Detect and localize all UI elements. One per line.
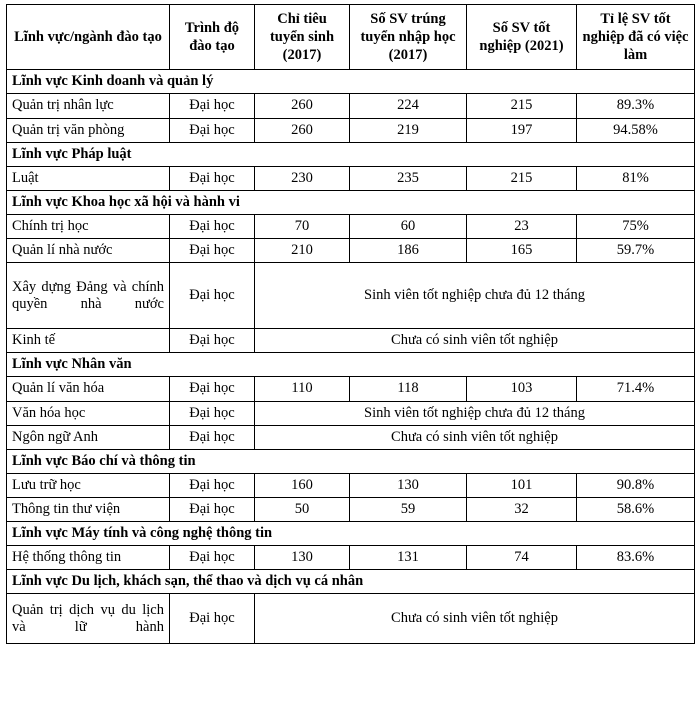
cell-level: Đại học <box>170 329 255 353</box>
table-row <box>7 329 695 353</box>
cell-rate: 94.58% <box>577 118 695 142</box>
cell-level: Đại học <box>170 263 255 329</box>
table-header <box>7 5 695 70</box>
table-row <box>7 215 695 239</box>
cell-level: Đại học <box>170 377 255 401</box>
cell-level: Đại học <box>170 401 255 425</box>
section-label: Lĩnh vực Nhân văn <box>7 353 695 377</box>
cell-enrolled: 186 <box>350 239 467 263</box>
cell-status-note: Sinh viên tốt nghiệp chưa đủ 12 tháng <box>255 263 695 329</box>
cell-status-note: Chưa có sinh viên tốt nghiệp <box>255 329 695 353</box>
cell-field: Luật <box>7 166 170 190</box>
cell-graduates: 103 <box>467 377 577 401</box>
cell-graduates: 23 <box>467 215 577 239</box>
table-row <box>7 239 695 263</box>
cell-field: Hệ thống thông tin <box>7 546 170 570</box>
column-header-graduates: Số SV tốt nghiệp (2021) <box>467 5 577 70</box>
enrollment-graduation-table <box>6 4 695 644</box>
table-row <box>7 425 695 449</box>
column-header-employment-rate: Tỉ lệ SV tốt nghiệp đã có việc làm <box>577 5 695 70</box>
table-row <box>7 377 695 401</box>
cell-status-note: Sinh viên tốt nghiệp chưa đủ 12 tháng <box>255 401 695 425</box>
table-row <box>7 546 695 570</box>
cell-quota: 110 <box>255 377 350 401</box>
cell-quota: 50 <box>255 498 350 522</box>
cell-level: Đại học <box>170 473 255 497</box>
section-label: Lĩnh vực Khoa học xã hội và hành vi <box>7 190 695 214</box>
cell-field: Thông tin thư viện <box>7 498 170 522</box>
cell-graduates: 215 <box>467 166 577 190</box>
cell-quota: 70 <box>255 215 350 239</box>
cell-field: Lưu trữ học <box>7 473 170 497</box>
cell-rate: 75% <box>577 215 695 239</box>
table-body <box>7 70 695 644</box>
cell-enrolled: 224 <box>350 94 467 118</box>
cell-enrolled: 118 <box>350 377 467 401</box>
column-header-level: Trình độ đào tạo <box>170 5 255 70</box>
cell-field: Quản trị dịch vụ du lịch và lữ hành <box>7 594 170 644</box>
cell-level: Đại học <box>170 498 255 522</box>
cell-enrolled: 131 <box>350 546 467 570</box>
column-header-quota: Chỉ tiêu tuyển sinh (2017) <box>255 5 350 70</box>
cell-rate: 71.4% <box>577 377 695 401</box>
cell-enrolled: 59 <box>350 498 467 522</box>
cell-rate: 58.6% <box>577 498 695 522</box>
cell-graduates: 165 <box>467 239 577 263</box>
cell-level: Đại học <box>170 546 255 570</box>
cell-rate: 90.8% <box>577 473 695 497</box>
cell-enrolled: 235 <box>350 166 467 190</box>
cell-level: Đại học <box>170 239 255 263</box>
cell-field: Xây dựng Đảng và chính quyền nhà nước <box>7 263 170 329</box>
table-row <box>7 94 695 118</box>
table-header-row <box>7 5 695 70</box>
cell-graduates: 74 <box>467 546 577 570</box>
cell-quota: 230 <box>255 166 350 190</box>
cell-enrolled: 130 <box>350 473 467 497</box>
cell-rate: 89.3% <box>577 94 695 118</box>
cell-field: Kinh tế <box>7 329 170 353</box>
table-row <box>7 594 695 644</box>
table-row <box>7 401 695 425</box>
section-label: Lĩnh vực Báo chí và thông tin <box>7 449 695 473</box>
table-row <box>7 142 695 166</box>
cell-field: Quản trị nhân lực <box>7 94 170 118</box>
cell-enrolled: 60 <box>350 215 467 239</box>
table-row <box>7 263 695 329</box>
cell-graduates: 197 <box>467 118 577 142</box>
table-row <box>7 498 695 522</box>
table-row <box>7 118 695 142</box>
column-header-field: Lĩnh vực/ngành đào tạo <box>7 5 170 70</box>
cell-graduates: 215 <box>467 94 577 118</box>
section-label: Lĩnh vực Du lịch, khách sạn, thể thao và dịch vụ cá nhân <box>7 570 695 594</box>
cell-quota: 260 <box>255 94 350 118</box>
cell-quota: 260 <box>255 118 350 142</box>
cell-level: Đại học <box>170 166 255 190</box>
column-header-enrolled: Số SV trúng tuyển nhập học (2017) <box>350 5 467 70</box>
cell-field: Quản lí nhà nước <box>7 239 170 263</box>
cell-field: Chính trị học <box>7 215 170 239</box>
cell-level: Đại học <box>170 118 255 142</box>
cell-rate: 59.7% <box>577 239 695 263</box>
cell-quota: 160 <box>255 473 350 497</box>
table-row <box>7 353 695 377</box>
cell-status-note: Chưa có sinh viên tốt nghiệp <box>255 594 695 644</box>
section-label: Lĩnh vực Kinh doanh và quản lý <box>7 70 695 94</box>
cell-field: Quản lí văn hóa <box>7 377 170 401</box>
cell-rate: 83.6% <box>577 546 695 570</box>
table-row <box>7 70 695 94</box>
cell-status-note: Chưa có sinh viên tốt nghiệp <box>255 425 695 449</box>
table-row <box>7 190 695 214</box>
table-row <box>7 522 695 546</box>
cell-level: Đại học <box>170 215 255 239</box>
table-row <box>7 473 695 497</box>
cell-level: Đại học <box>170 94 255 118</box>
cell-quota: 130 <box>255 546 350 570</box>
cell-field: Ngôn ngữ Anh <box>7 425 170 449</box>
cell-rate: 81% <box>577 166 695 190</box>
cell-level: Đại học <box>170 594 255 644</box>
table-row <box>7 449 695 473</box>
cell-field: Quản trị văn phòng <box>7 118 170 142</box>
section-label: Lĩnh vực Pháp luật <box>7 142 695 166</box>
table-row <box>7 166 695 190</box>
cell-level: Đại học <box>170 425 255 449</box>
cell-graduates: 32 <box>467 498 577 522</box>
table-row <box>7 570 695 594</box>
cell-field: Văn hóa học <box>7 401 170 425</box>
section-label: Lĩnh vực Máy tính và công nghệ thông tin <box>7 522 695 546</box>
cell-enrolled: 219 <box>350 118 467 142</box>
cell-quota: 210 <box>255 239 350 263</box>
cell-graduates: 101 <box>467 473 577 497</box>
